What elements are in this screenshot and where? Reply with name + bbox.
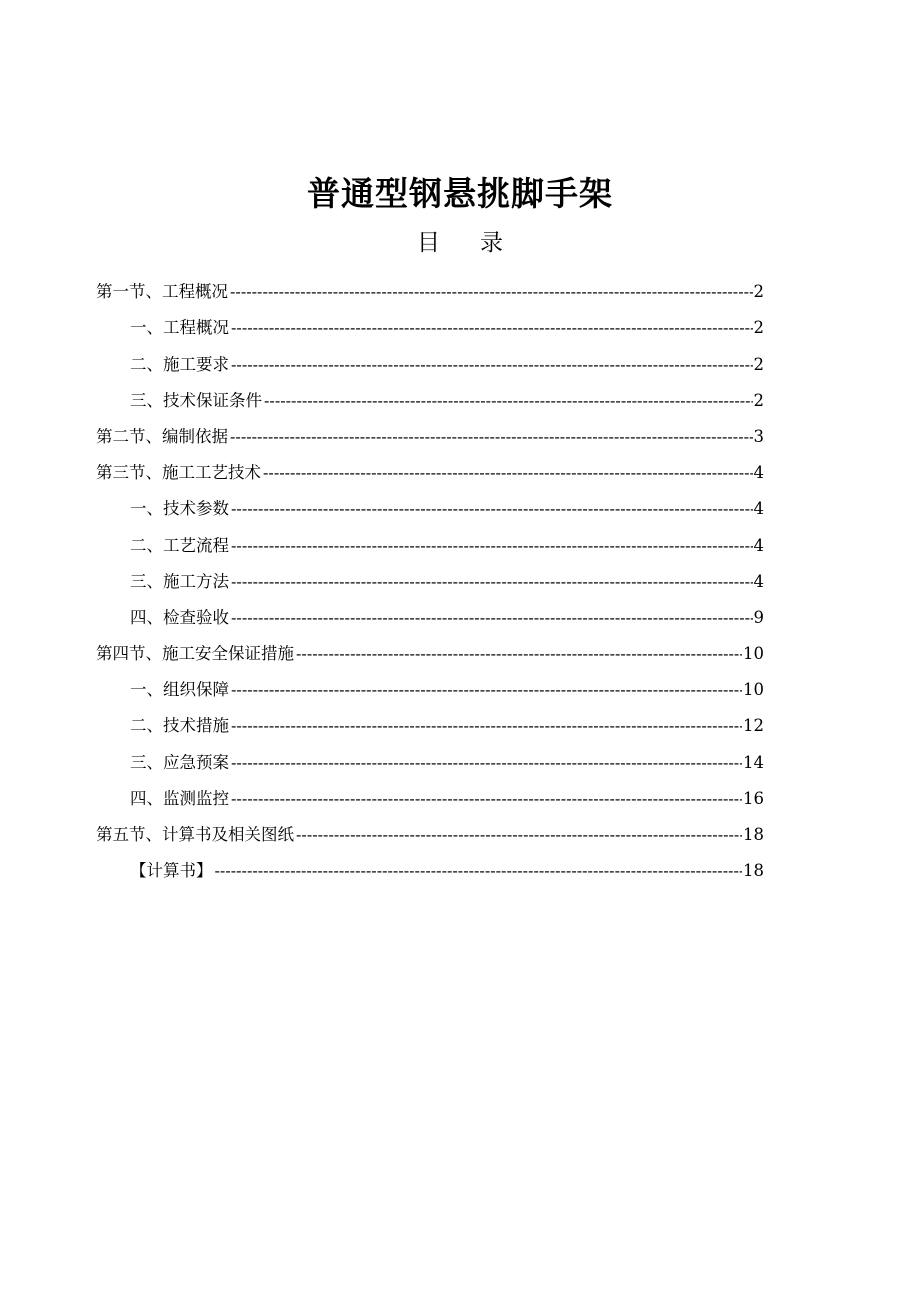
toc-entry-page: 16 [743,788,764,808]
toc-entry[interactable] [96,266,764,302]
toc-entry-label: 第四节、施工安全保证措施 [96,644,294,664]
toc-entry-page: 18 [743,825,764,844]
toc-entry[interactable] [96,809,764,845]
toc-entry[interactable] [96,700,764,736]
toc-entry-page: 2 [753,318,764,338]
toc-entry-label: 一、技术参数 [130,499,229,519]
toc-entry[interactable] [96,302,764,338]
toc-leader-dashes [296,825,742,845]
toc-leader-dashes [231,499,753,519]
toc-leader-dashes [231,680,742,700]
toc-leader-dashes [231,572,753,592]
table-of-contents [96,266,764,881]
toc-entry[interactable] [96,628,764,664]
toc-entry-label: 一、工程概况 [130,318,229,338]
toc-leader-dashes [231,536,753,556]
toc-leader-dashes [296,644,742,664]
toc-entry-page: 18 [743,861,764,881]
toc-entry-label: 三、施工方法 [130,571,229,591]
toc-entry-label: 三、技术保证条件 [130,390,262,410]
toc-leader-dashes [263,463,753,483]
toc-entry-page: 10 [743,680,764,700]
toc-entry-page: 4 [753,499,764,519]
toc-entry-page: 2 [753,354,764,374]
toc-entry[interactable] [96,483,764,519]
toc-entry-page: 9 [753,607,764,627]
toc-entry-label: 【计算书】 [130,861,213,881]
toc-leader-dashes [215,861,743,881]
toc-entry-label: 二、施工要求 [130,354,229,374]
toc-entry-label: 二、工艺流程 [130,535,229,555]
toc-entry[interactable] [96,556,764,592]
toc-entry-page: 4 [753,535,764,555]
toc-entry[interactable] [96,664,764,700]
toc-leader-dashes [230,427,753,447]
toc-entry[interactable] [96,519,764,555]
toc-entry[interactable] [96,338,764,374]
toc-entry-page: 10 [743,644,764,664]
toc-leader-dashes [231,789,742,809]
toc-leader-dashes [231,318,753,338]
toc-entry-label: 三、应急预案 [130,752,229,772]
toc-leader-dashes [231,355,753,375]
toc-leader-dashes [231,716,742,736]
toc-entry[interactable] [96,845,764,881]
toc-entry-label: 第三节、施工工艺技术 [96,463,261,483]
toc-entry[interactable] [96,411,764,447]
toc-leader-dashes [231,608,753,628]
toc-entry-page: 14 [743,752,764,772]
toc-entry-label: 四、检查验收 [130,607,229,627]
toc-entry-label: 第二节、编制依据 [96,426,228,446]
document-title: 普通型钢悬挑脚手架 [307,174,613,213]
toc-heading [0,226,920,260]
toc-entry[interactable] [96,447,764,483]
toc-entry[interactable] [96,375,764,411]
toc-heading-right: 录 [480,230,503,256]
toc-entry[interactable] [96,773,764,809]
toc-entry-page: 12 [743,716,764,736]
toc-leader-dashes [264,391,753,411]
toc-entry-page: 2 [753,390,764,410]
toc-entry-page: 4 [753,571,764,591]
toc-entry-label: 第一节、工程概况 [96,282,228,302]
toc-entry[interactable] [96,592,764,628]
toc-entry-page: 3 [753,426,764,446]
toc-entry[interactable] [96,736,764,772]
toc-entry-label: 第五节、计算书及相关图纸 [96,825,294,844]
toc-entry-page: 4 [753,463,764,483]
toc-heading-left: 目 [417,230,440,256]
toc-entry-label: 一、组织保障 [130,680,229,700]
toc-entry-page: 2 [753,282,764,302]
toc-entry-label: 四、监测监控 [130,788,229,808]
toc-entry-label: 二、技术措施 [130,716,229,736]
toc-leader-dashes [231,753,742,773]
toc-leader-dashes [230,282,753,302]
